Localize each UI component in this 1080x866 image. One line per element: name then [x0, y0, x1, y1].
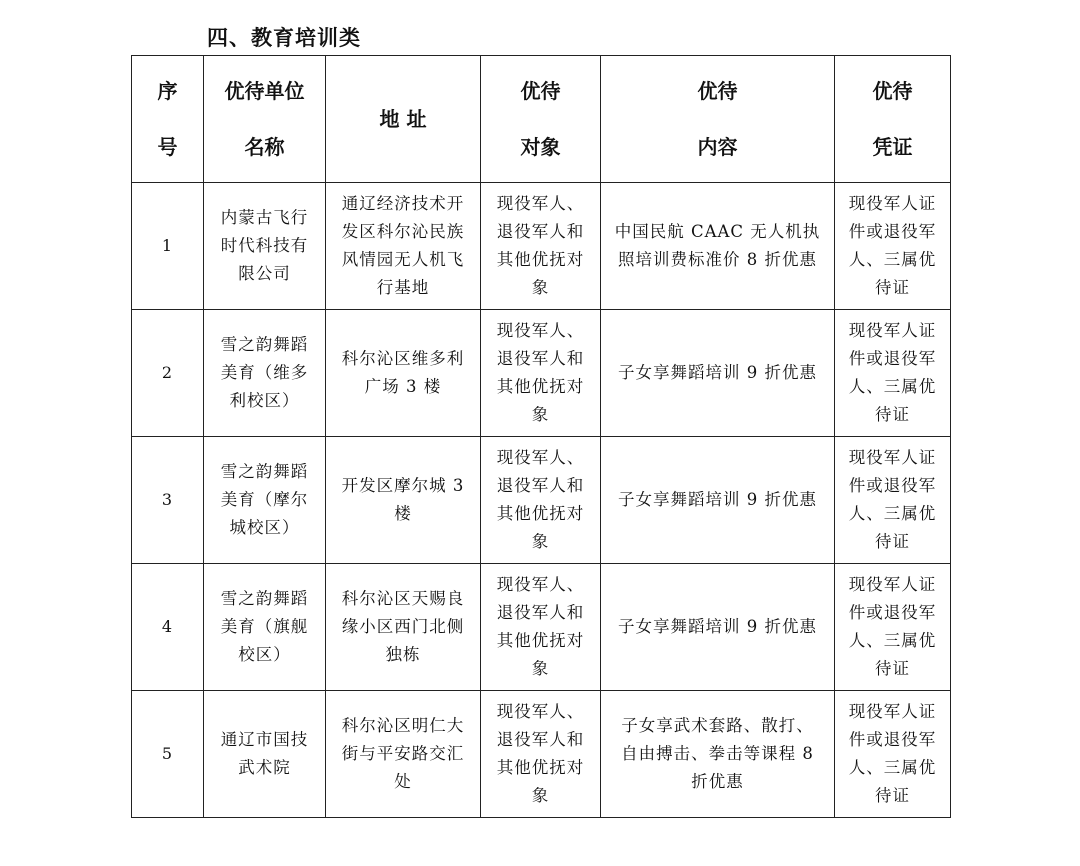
- row-unit: 雪之韵舞蹈美育（摩尔城校区）: [204, 437, 326, 564]
- row-address: 开发区摩尔城 3 楼: [326, 437, 481, 564]
- header-content: 优待 内容: [601, 56, 835, 183]
- row-content: 子女享舞蹈培训 9 折优惠: [601, 310, 835, 437]
- row-credential: 现役军人证件或退役军人、三属优待证: [835, 437, 951, 564]
- row-target: 现役军人、退役军人和其他优抚对象: [481, 691, 601, 818]
- table-row: [132, 183, 951, 310]
- table-row: [132, 437, 951, 564]
- row-unit: 雪之韵舞蹈美育（旗舰校区）: [204, 564, 326, 691]
- row-address: 科尔沁区天赐良缘小区西门北侧独栋: [326, 564, 481, 691]
- header-credential: 优待 凭证: [835, 56, 951, 183]
- header-index: 序 号: [132, 56, 204, 183]
- table-header-row: [132, 56, 951, 183]
- row-content: 子女享武术套路、散打、自由搏击、拳击等课程 8 折优惠: [601, 691, 835, 818]
- table-row: [132, 564, 951, 691]
- row-target: 现役军人、退役军人和其他优抚对象: [481, 183, 601, 310]
- row-content: 中国民航 CAAC 无人机执照培训费标准价 8 折优惠: [601, 183, 835, 310]
- header-unit: 优待单位 名称: [204, 56, 326, 183]
- row-credential: 现役军人证件或退役军人、三属优待证: [835, 564, 951, 691]
- row-target: 现役军人、退役军人和其他优抚对象: [481, 437, 601, 564]
- row-index: 5: [132, 691, 204, 818]
- row-content: 子女享舞蹈培训 9 折优惠: [601, 437, 835, 564]
- header-target: 优待 对象: [481, 56, 601, 183]
- section-title: 四、教育培训类: [207, 26, 361, 50]
- row-unit: 雪之韵舞蹈美育（维多利校区）: [204, 310, 326, 437]
- row-address: 通辽经济技术开发区科尔沁民族风情园无人机飞行基地: [326, 183, 481, 310]
- row-credential: 现役军人证件或退役军人、三属优待证: [835, 183, 951, 310]
- header-address: 地 址: [326, 56, 481, 183]
- benefits-table: [131, 55, 951, 818]
- row-unit: 通辽市国技武术院: [204, 691, 326, 818]
- row-index: 1: [132, 183, 204, 310]
- row-target: 现役军人、退役军人和其他优抚对象: [481, 564, 601, 691]
- row-index: 2: [132, 310, 204, 437]
- table-row: [132, 691, 951, 818]
- row-address: 科尔沁区明仁大街与平安路交汇处: [326, 691, 481, 818]
- row-address: 科尔沁区维多利广场 3 楼: [326, 310, 481, 437]
- table-row: [132, 310, 951, 437]
- row-index: 4: [132, 564, 204, 691]
- row-unit: 内蒙古飞行时代科技有限公司: [204, 183, 326, 310]
- row-credential: 现役军人证件或退役军人、三属优待证: [835, 310, 951, 437]
- row-target: 现役军人、退役军人和其他优抚对象: [481, 310, 601, 437]
- row-index: 3: [132, 437, 204, 564]
- row-credential: 现役军人证件或退役军人、三属优待证: [835, 691, 951, 818]
- row-content: 子女享舞蹈培训 9 折优惠: [601, 564, 835, 691]
